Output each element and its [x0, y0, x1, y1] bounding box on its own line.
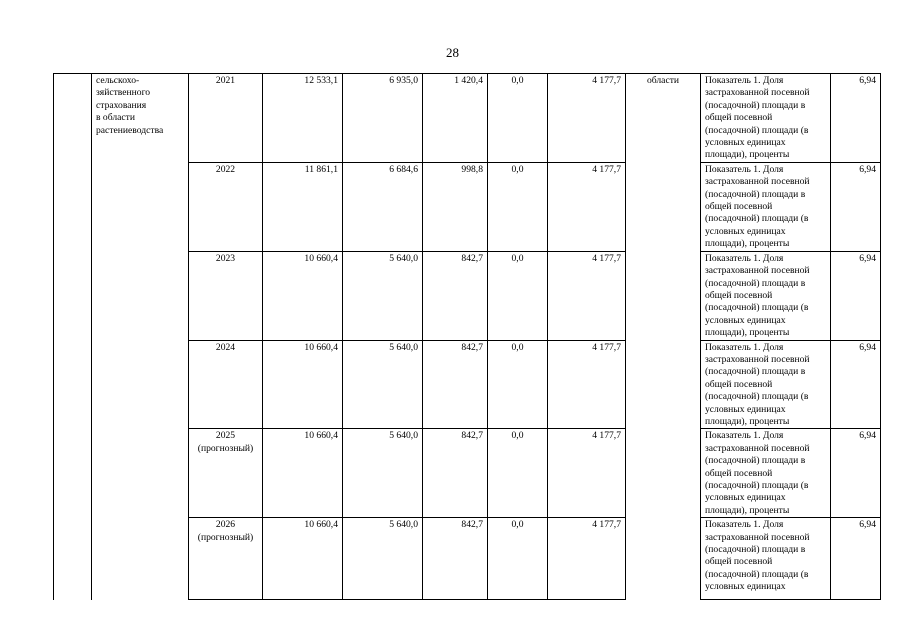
year-note: (прогнозный) — [197, 531, 254, 543]
other-cell: 4 177,7 — [548, 74, 626, 163]
year-note: (прогнозный) — [197, 442, 254, 454]
local-cell: 0,0 — [488, 340, 548, 429]
regional-cell: 1 420,4 — [423, 74, 488, 163]
regional-cell: 842,7 — [423, 340, 488, 429]
indicator-value-cell: 6,94 — [831, 518, 881, 600]
federal-cell: 5 640,0 — [343, 429, 423, 518]
local-cell: 0,0 — [488, 251, 548, 340]
other-cell: 4 177,7 — [548, 518, 626, 600]
year-value: 2021 — [215, 75, 236, 86]
total-cell: 11 861,1 — [263, 162, 343, 251]
indicator-cell: Показатель 1. Доля застрахованной посевной (посадочной) площади в общей посевной (посадочной) площади (в условных единицах площади), проценты — [701, 340, 831, 429]
federal-cell: 5 640,0 — [343, 518, 423, 600]
year-cell — [189, 162, 263, 251]
table-row — [54, 74, 881, 163]
indicator-value-cell: 6,94 — [831, 340, 881, 429]
indicator-value-cell: 6,94 — [831, 429, 881, 518]
federal-cell: 6 684,6 — [343, 162, 423, 251]
year-cell — [189, 74, 263, 163]
table-body — [54, 74, 881, 600]
indicator-cell: Показатель 1. Доля застрахованной посевной (посадочной) площади в общей посевной (посадочной) площади (в условных единицах площади), проценты — [701, 162, 831, 251]
other-cell: 4 177,7 — [548, 251, 626, 340]
row-number-cell — [54, 74, 92, 600]
year-cell — [189, 251, 263, 340]
federal-cell: 5 640,0 — [343, 340, 423, 429]
year-cell — [189, 340, 263, 429]
year-value: 2025 — [215, 430, 236, 442]
total-cell: 10 660,4 — [263, 340, 343, 429]
other-cell: 4 177,7 — [548, 162, 626, 251]
local-cell: 0,0 — [488, 429, 548, 518]
indicator-value-cell: 6,94 — [831, 162, 881, 251]
program-table — [53, 73, 881, 600]
federal-cell: 6 935,0 — [343, 74, 423, 163]
year-value: 2026 — [215, 519, 236, 531]
year-value: 2022 — [215, 163, 236, 175]
executor-cell: области — [626, 74, 701, 600]
other-cell: 4 177,7 — [548, 340, 626, 429]
total-cell: 10 660,4 — [263, 429, 343, 518]
other-cell: 4 177,7 — [548, 429, 626, 518]
indicator-cell: Показатель 1. Доля застрахованной посевной (посадочной) площади в общей посевной (посадочной) площади (в условных единицах — [701, 518, 831, 600]
regional-cell: 998,8 — [423, 162, 488, 251]
year-cell — [189, 429, 263, 518]
indicator-cell: Показатель 1. Доля застрахованной посевной (посадочной) площади в общей посевной (посадочной) площади (в условных единицах площади), проценты — [701, 429, 831, 518]
year-value: 2024 — [215, 341, 236, 353]
measure-name-cell: сельскохо- зяйственного страхования в области растениеводства — [92, 74, 189, 600]
regional-cell: 842,7 — [423, 429, 488, 518]
local-cell: 0,0 — [488, 162, 548, 251]
indicator-value-cell: 6,94 — [831, 74, 881, 163]
page-number: 28 — [446, 45, 459, 60]
total-cell: 10 660,4 — [263, 251, 343, 340]
year-value: 2023 — [215, 252, 236, 264]
federal-cell: 5 640,0 — [343, 251, 423, 340]
total-cell: 12 533,1 — [263, 74, 343, 163]
total-cell: 10 660,4 — [263, 518, 343, 600]
indicator-cell: Показатель 1. Доля застрахованной посевной (посадочной) площади в общей посевной (посадочной) площади (в условных единицах площади), проценты — [701, 74, 831, 163]
local-cell: 0,0 — [488, 518, 548, 600]
year-cell — [189, 518, 263, 600]
regional-cell: 842,7 — [423, 518, 488, 600]
local-cell: 0,0 — [488, 74, 548, 163]
indicator-cell: Показатель 1. Доля застрахованной посевной (посадочной) площади в общей посевной (посадочной) площади (в условных единицах площади), проценты — [701, 251, 831, 340]
indicator-value-cell: 6,94 — [831, 251, 881, 340]
regional-cell: 842,7 — [423, 251, 488, 340]
